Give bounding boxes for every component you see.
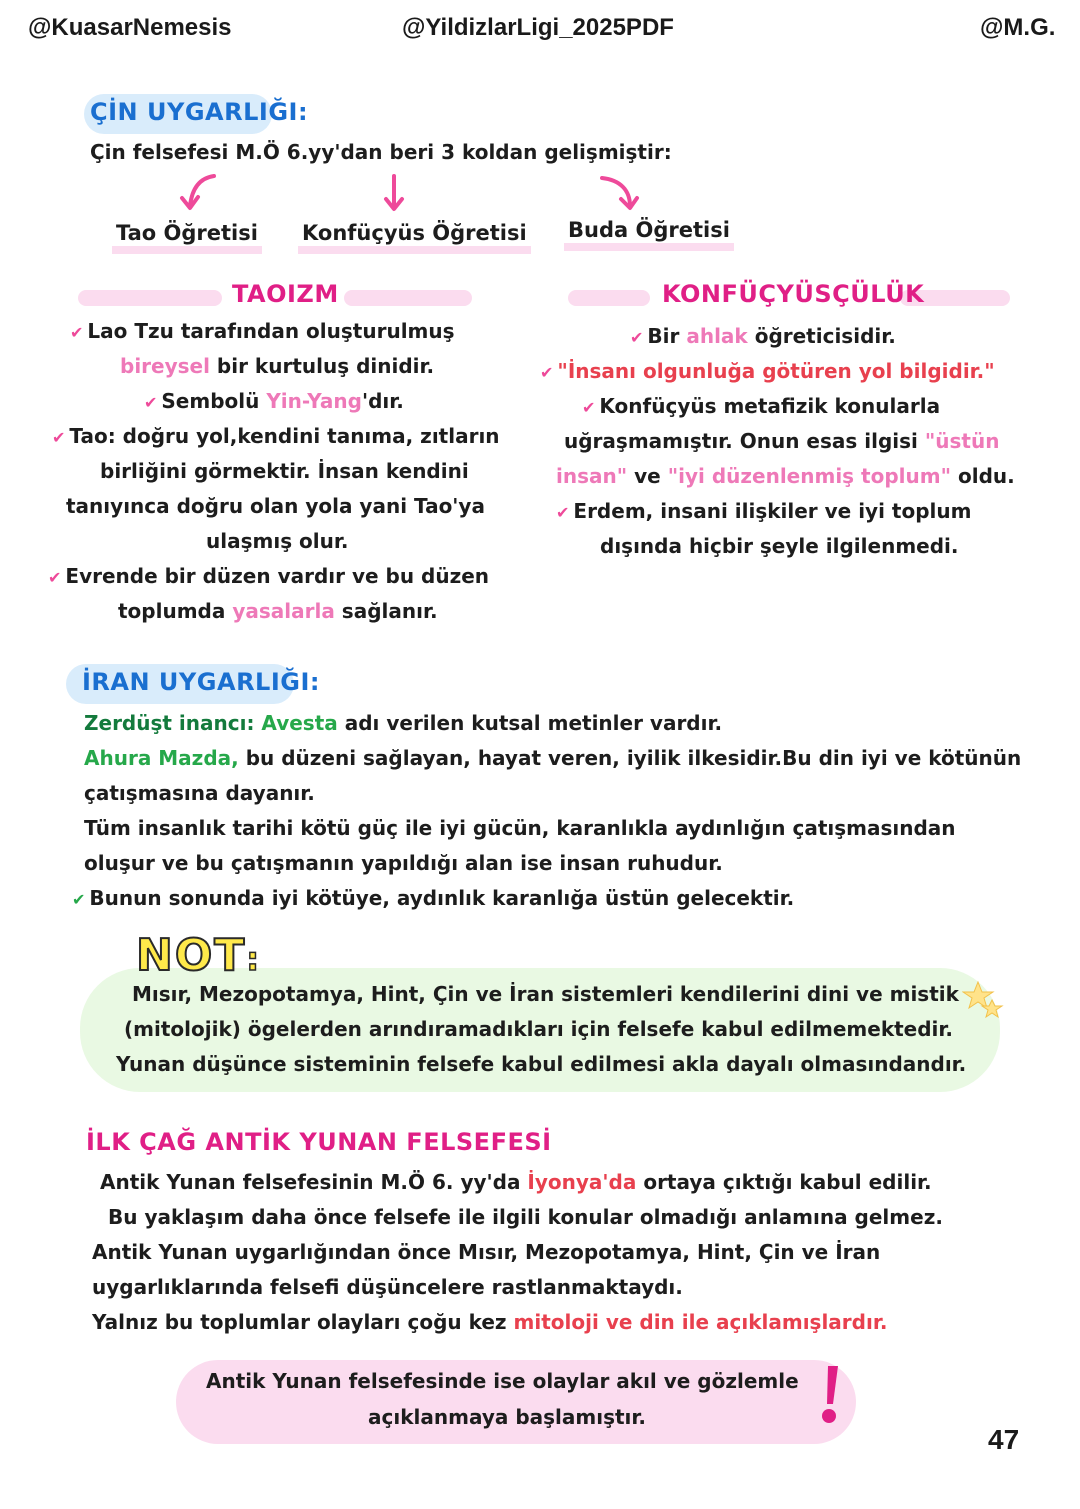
stars-icon bbox=[962, 980, 1006, 1024]
header-center-handle: @YildizlarLigi_2025PDF bbox=[402, 14, 674, 41]
taoizm-line-4: ✔ Tao: doğru yol,kendini tanıma, zıtların bbox=[52, 424, 500, 448]
check-icon: ✔ bbox=[582, 398, 596, 417]
page-number: 47 bbox=[988, 1424, 1020, 1455]
check-icon: ✔ bbox=[70, 323, 84, 342]
iran-line-4: Tüm insanlık tarihi kötü güç ile iyi gücün, karanlıkla aydınlığın çatışmasından bbox=[84, 816, 956, 840]
iran-line-2: Ahura Mazda, bu düzeni sağlayan, hayat veren, iyilik ilkesidir.Bu din iyi ve kötünün bbox=[84, 746, 1022, 770]
iran-line-1: Zerdüşt inancı: Avesta adı verilen kutsal metinler vardır. bbox=[84, 711, 723, 735]
cin-intro: Çin felsefesi M.Ö 6.yy'dan beri 3 koldan gelişmiştir: bbox=[90, 140, 672, 164]
konfucyus-line-7: dışında hiçbir şeyle ilgilenmedi. bbox=[600, 534, 959, 558]
iran-line-3: çatışmasına dayanır. bbox=[84, 781, 315, 805]
check-icon: ✔ bbox=[52, 428, 66, 447]
taoizm-line-5: birliğini görmektir. İnsan kendini bbox=[100, 459, 469, 483]
konfucyus-line-1: ✔ Bir ahlak öğreticisidir. bbox=[630, 324, 896, 348]
header-left-handle: @KuasarNemesis bbox=[28, 14, 232, 41]
konfucyus-line-6: ✔ Erdem, insani ilişkiler ve iyi toplum bbox=[556, 499, 972, 523]
iran-title: İRAN UYGARLIĞI: bbox=[82, 668, 320, 696]
taoizm-title: TAOIZM bbox=[232, 280, 339, 308]
taoizm-line-8: ✔ Evrende bir düzen vardır ve bu düzen bbox=[48, 564, 490, 588]
iran-line-6: ✔ Bunun sonunda iyi kötüye, aydınlık karanlığa üstün gelecektir. bbox=[72, 886, 795, 910]
branch-konfucyus: Konfüçyüs Öğretisi bbox=[298, 220, 531, 254]
taoizm-line-3: ✔ Sembolü Yin-Yang'dır. bbox=[144, 389, 404, 413]
taoizm-deco-right bbox=[344, 290, 472, 306]
taoizm-line-6: tanıyınca doğru olan yola yani Tao'ya bbox=[66, 494, 485, 518]
taoizm-line-7: ulaşmış olur. bbox=[206, 529, 349, 553]
check-icon: ✔ bbox=[48, 568, 62, 587]
taoizm-deco-left bbox=[78, 290, 222, 306]
konfucyus-line-3: ✔ Konfüçyüs metafizik konularla bbox=[582, 394, 941, 418]
check-icon: ✔ bbox=[144, 393, 158, 412]
yunan-line-2: Bu yaklaşım daha önce felsefe ile ilgili konular olmadığı anlamına gelmez. bbox=[108, 1205, 943, 1229]
konfucyus-line-2: ✔ "İnsanı olgunluğa götüren yol bilgidir." bbox=[540, 359, 995, 383]
check-icon: ✔ bbox=[540, 363, 554, 382]
branch-buda: Buda Öğretisi bbox=[564, 217, 734, 251]
cin-title: ÇİN UYGARLIĞI: bbox=[90, 98, 309, 126]
yunan-title: İLK ÇAĞ ANTİK YUNAN FELSEFESİ bbox=[86, 1128, 552, 1156]
note-line-1: Mısır, Mezopotamya, Hint, Çin ve İran sistemleri kendilerini dini ve mistik bbox=[132, 982, 959, 1006]
konfucyus-line-4: uğraşmamıştır. Onun esas ilgisi "üstün bbox=[564, 429, 1000, 453]
konfucyus-line-5: insan" ve "iyi düzenlenmiş toplum" oldu. bbox=[556, 464, 1015, 488]
exclamation-icon bbox=[814, 1362, 848, 1428]
note-title: NOT: bbox=[136, 930, 262, 981]
branch-arrows bbox=[170, 170, 650, 220]
konfucyus-deco-left bbox=[568, 290, 650, 306]
taoizm-line-1: ✔ Lao Tzu tarafından oluşturulmuş bbox=[70, 319, 455, 343]
yunan-line-3: Antik Yunan uygarlığından önce Mısır, Mezopotamya, Hint, Çin ve İran bbox=[92, 1240, 881, 1264]
taoizm-line-2: bireysel bir kurtuluş dinidir. bbox=[120, 354, 435, 378]
check-icon: ✔ bbox=[72, 890, 86, 909]
note-line-3: Yunan düşünce sisteminin felsefe kabul edilmesi akla dayalı olmasındandır. bbox=[116, 1052, 967, 1076]
header-right-handle: @M.G. bbox=[980, 14, 1056, 41]
yunan-line-5: Yalnız bu toplumlar olayları çoğu kez mitoloji ve din ile açıklamışlardır. bbox=[92, 1310, 888, 1334]
branch-tao: Tao Öğretisi bbox=[112, 220, 262, 254]
check-icon: ✔ bbox=[630, 328, 644, 347]
iran-line-5: oluşur ve bu çatışmanın yapıldığı alan ise insan ruhudur. bbox=[84, 851, 723, 875]
yunan-line-4: uygarlıklarında felsefi düşüncelere rastlanmaktaydı. bbox=[92, 1275, 683, 1299]
yunan-line-1: Antik Yunan felsefesinin M.Ö 6. yy'da İyonya'da ortaya çıktığı kabul edilir. bbox=[100, 1170, 932, 1194]
taoizm-line-9: toplumda yasalarla sağlanır. bbox=[118, 599, 438, 623]
check-icon: ✔ bbox=[556, 503, 570, 522]
yunan-final-line-1: Antik Yunan felsefesinde ise olaylar akıl ve gözlemle bbox=[206, 1369, 799, 1393]
konfucyus-title: KONFÜÇYÜSÇÜLÜK bbox=[662, 280, 925, 308]
note-line-2: (mitolojik) ögelerden arındıramadıkları için felsefe kabul edilmemektedir. bbox=[124, 1017, 954, 1041]
yunan-final-line-2: açıklanmaya başlamıştır. bbox=[368, 1405, 647, 1429]
